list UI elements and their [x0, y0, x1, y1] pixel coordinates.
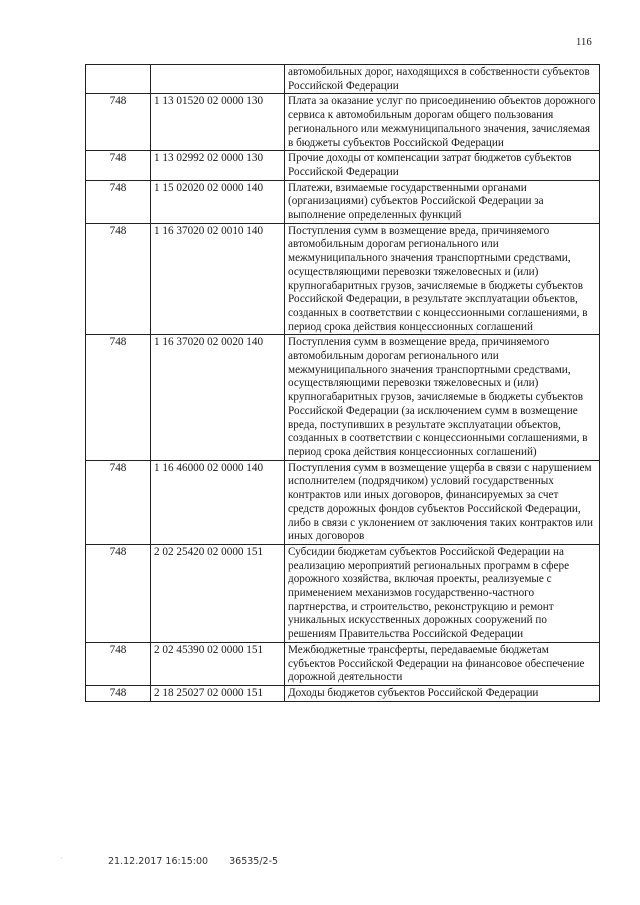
- admin-code-cell: 748: [86, 223, 151, 335]
- footer: [108, 856, 296, 867]
- admin-code-cell: 748: [86, 642, 151, 685]
- budget-code-cell: 1 13 02992 02 0000 130: [151, 151, 285, 180]
- budget-code-cell: 2 02 45390 02 0000 151: [151, 642, 285, 685]
- income-name-cell: Субсидии бюджетам субъектов Российской Федерации на реализацию мероприятий региональных программ в сфере дорожного хозяйства, включая проекты, реализуемые с применением механизмов государственно-частного партнерства, и строительство, реконструкцию и ремонт уникальных искусственных дорожных сооружений по решениям Правительства Российской Федерации: [285, 544, 600, 642]
- income-name-cell: Межбюджетные трансферты, передаваемые бюджетам субъектов Российской Федерации на финансовое обеспечение дорожной деятельности: [285, 642, 600, 685]
- budget-code-cell: 1 16 37020 02 0010 140: [151, 223, 285, 335]
- budget-code-cell: 1 13 01520 02 0000 130: [151, 94, 285, 151]
- table-row: [86, 460, 600, 544]
- table-row: [86, 335, 600, 460]
- admin-code-cell: 748: [86, 180, 151, 223]
- admin-code-cell: 748: [86, 151, 151, 180]
- income-name-cell: Поступления сумм в возмещение ущерба в связи с нарушением исполнителем (подрядчиком) условий государственных контрактов или иных договоров, финансируемых за счет средств дорожных фондов субъектов Российской Федерации, либо в связи с уклонением от заключения таких контрактов или иных договоров: [285, 460, 600, 544]
- footer-doc-ref: 36535/2-5: [229, 856, 279, 867]
- admin-code-cell: 748: [86, 460, 151, 544]
- table-row: [86, 223, 600, 335]
- table-body: [86, 65, 600, 702]
- admin-code-cell: 748: [86, 544, 151, 642]
- scan-artifact: ·: [60, 854, 63, 863]
- admin-code-cell: 748: [86, 685, 151, 701]
- income-name-cell: Поступления сумм в возмещение вреда, причиняемого автомобильным дорогам регионального или межмуниципального значения транспортными средствами, осуществляющими перевозки тяжеловесных и (или) крупногабаритных грузов, зачисляемые в бюджеты субъектов Российской Федерации (за исключением сумм в возмещение вреда, поступивших в результате эксплуатации объектов, созданных в соответствии с концессионными соглашениями, в период срока действия концессионных соглашений): [285, 335, 600, 460]
- table-row: [86, 94, 600, 151]
- income-name-cell: Плата за оказание услуг по присоединению объектов дорожного сервиса к автомобильным дорогам общего пользования регионального или межмуниципального значения, зачисляемая в бюджеты субъектов Российской Федерации: [285, 94, 600, 151]
- admin-code-cell: 748: [86, 335, 151, 460]
- income-name-cell: автомобильных дорог, находящихся в собственности субъектов Российской Федерации: [285, 65, 600, 94]
- table-row: [86, 65, 600, 94]
- table-row: [86, 151, 600, 180]
- income-name-cell: Платежи, взимаемые государственными органами (организациями) субъектов Российской Федерации за выполнение определенных функций: [285, 180, 600, 223]
- budget-code-cell: 2 02 25420 02 0000 151: [151, 544, 285, 642]
- admin-code-cell: 748: [86, 94, 151, 151]
- table-row: [86, 180, 600, 223]
- income-name-cell: Поступления сумм в возмещение вреда, причиняемого автомобильным дорогам регионального или межмуниципального значения транспортными средствами, осуществляющими перевозки тяжеловесных и (или) крупногабаритных грузов, зачисляемые в бюджеты субъектов Российской Федерации, в результате эксплуатации объектов, созданных в соответствии с концессионными соглашениями, в период срока действия концессионных соглашений: [285, 223, 600, 335]
- budget-code-cell: [151, 65, 285, 94]
- table-row: [86, 544, 600, 642]
- budget-code-cell: 1 16 37020 02 0020 140: [151, 335, 285, 460]
- budget-codes-table: [85, 64, 600, 702]
- income-name-cell: Доходы бюджетов субъектов Российской Федерации: [285, 685, 600, 701]
- income-name-cell: Прочие доходы от компенсации затрат бюджетов субъектов Российской Федерации: [285, 151, 600, 180]
- table-row: [86, 642, 600, 685]
- budget-code-cell: 2 18 25027 02 0000 151: [151, 685, 285, 701]
- footer-timestamp: 21.12.2017 16:15:00: [108, 856, 209, 867]
- page-number: 116: [576, 37, 592, 48]
- admin-code-cell: [86, 65, 151, 94]
- budget-code-cell: 1 16 46000 02 0000 140: [151, 460, 285, 544]
- table-row: [86, 685, 600, 701]
- budget-code-cell: 1 15 02020 02 0000 140: [151, 180, 285, 223]
